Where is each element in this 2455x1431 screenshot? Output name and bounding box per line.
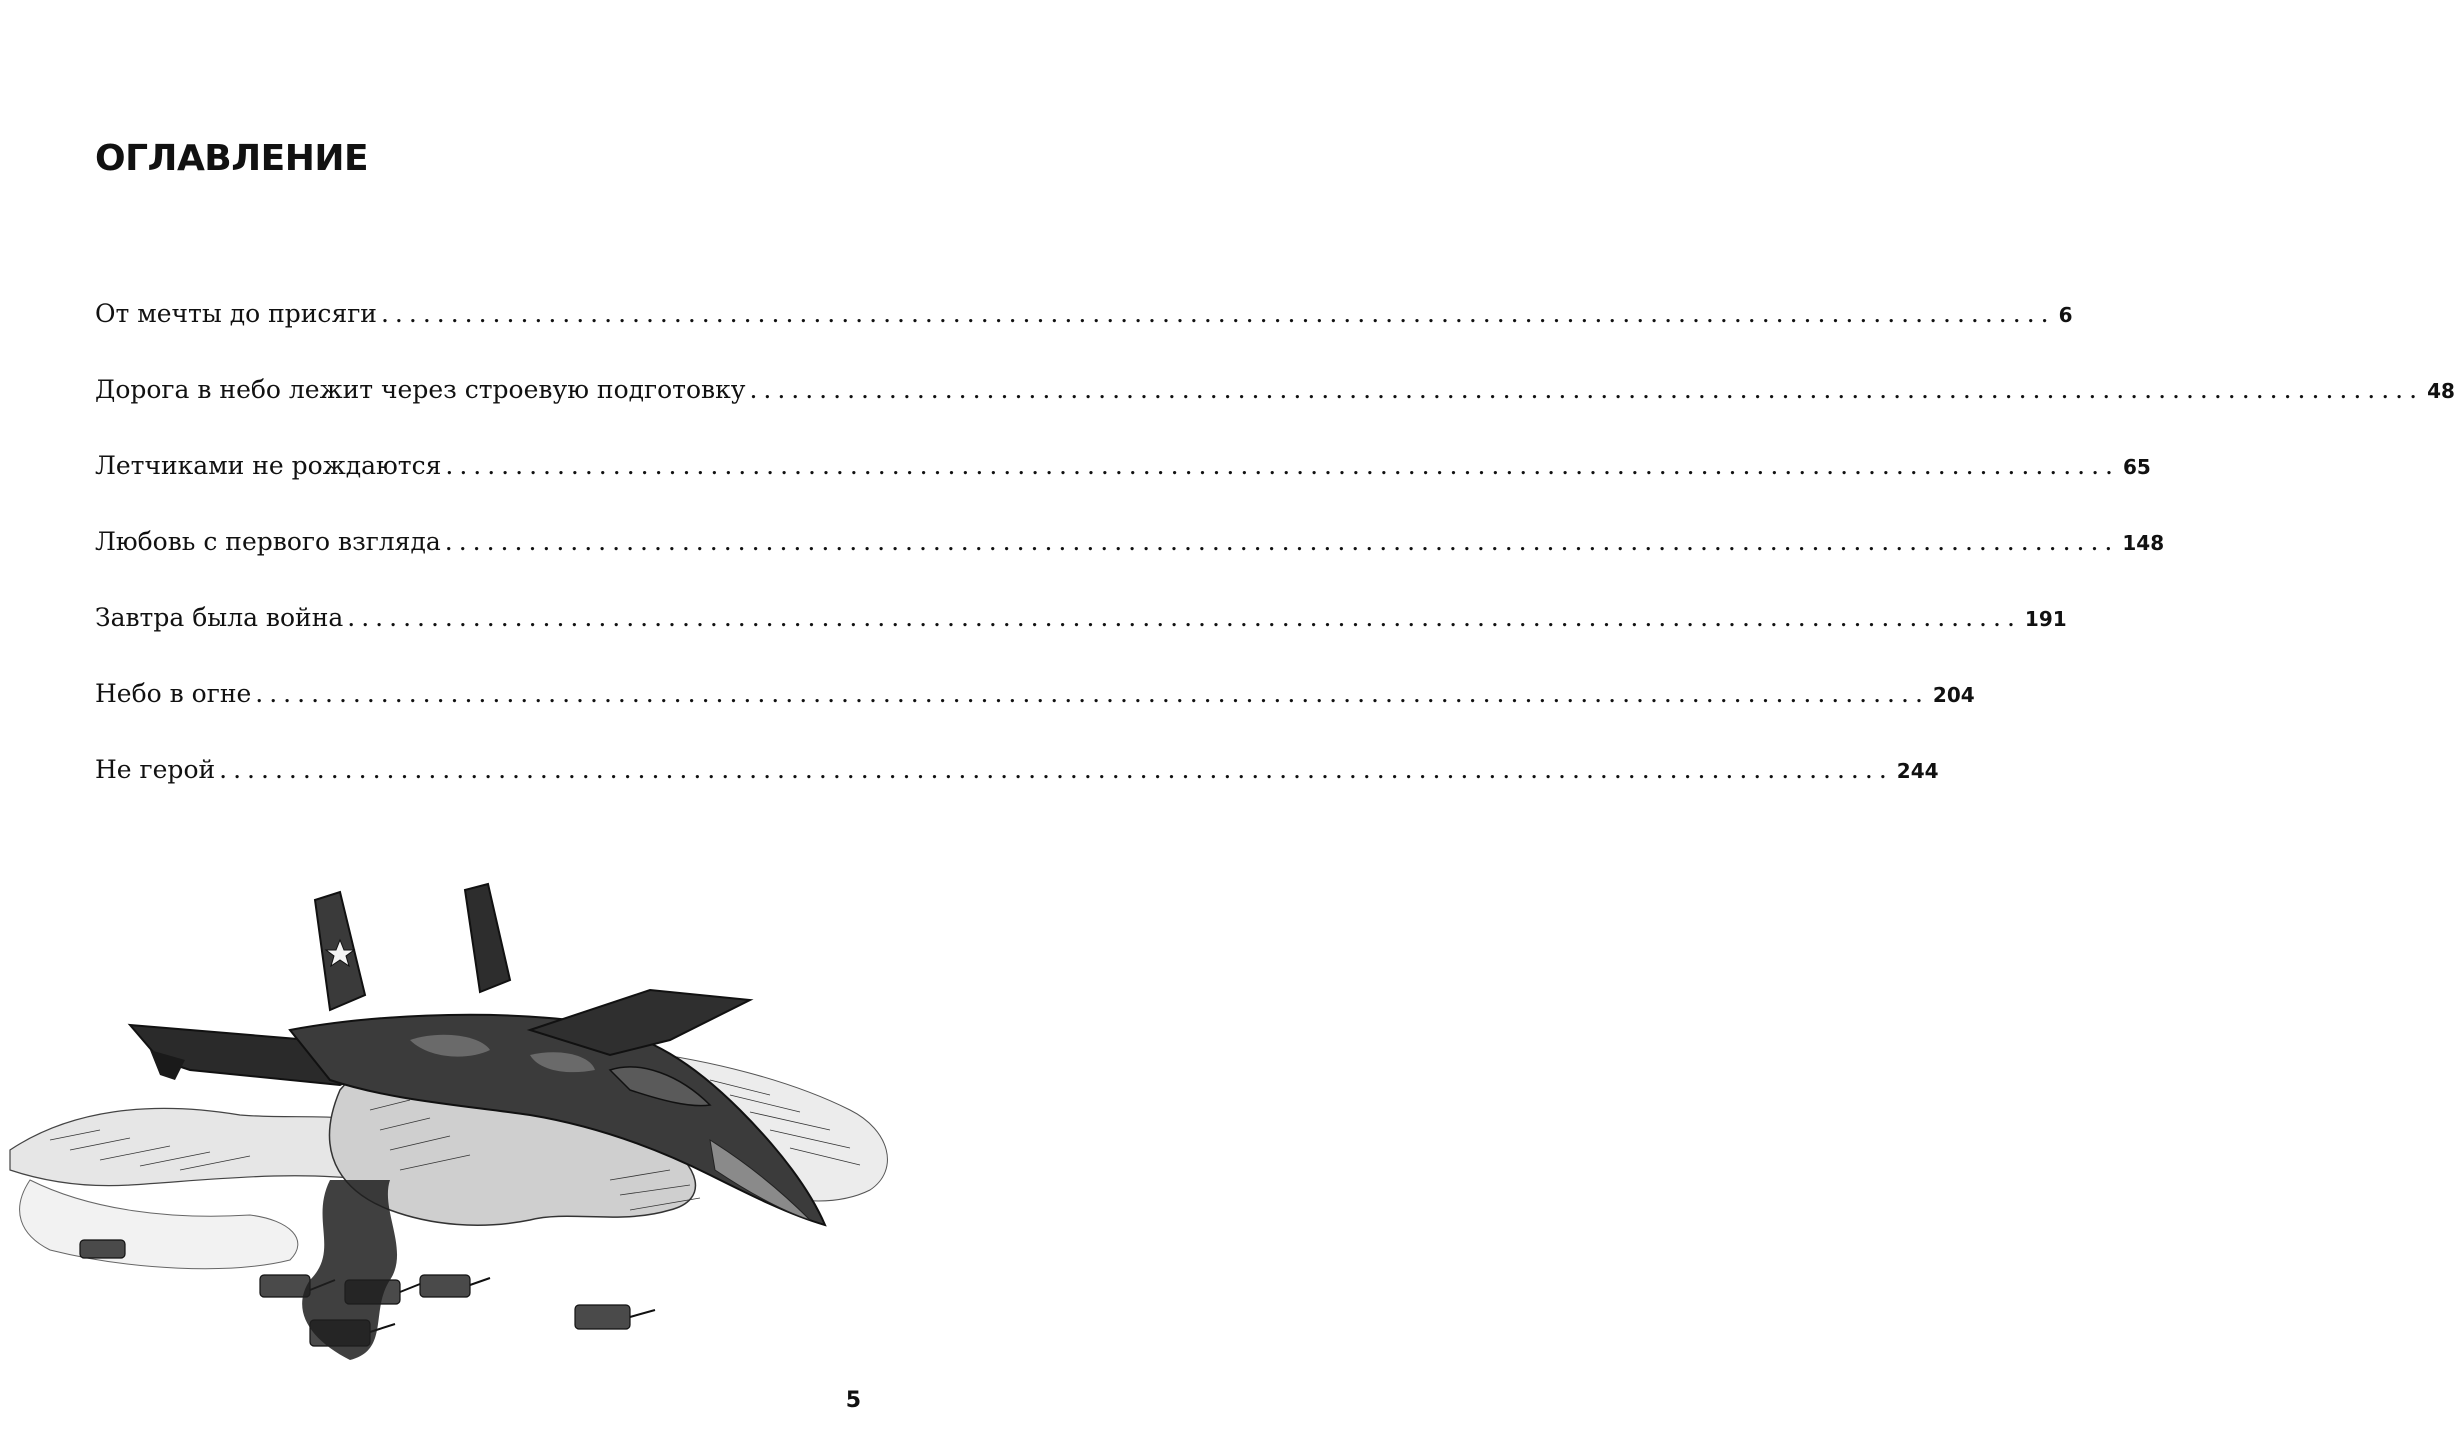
toc-leader-dots: ........................................................................................................................ — [749, 375, 2424, 404]
toc-entry-title: Небо в огне — [95, 679, 252, 708]
toc-leader-dots: ........................................................................................................................ — [347, 603, 2021, 632]
fighter-jet-sketch-icon — [10, 880, 910, 1390]
table-of-contents — [95, 290, 2455, 822]
toc-leader-dots: ........................................................................................................................ — [445, 451, 2120, 480]
smoke-plume — [302, 1180, 397, 1360]
toc-entry[interactable] — [95, 442, 2151, 518]
toc-entry-page: 244 — [1896, 759, 1939, 783]
toc-entry-title: Дорога в небо лежит через строевую подготовку — [95, 375, 746, 404]
toc-leader-dots: ........................................................................................................................ — [380, 299, 2055, 328]
toc-entry[interactable] — [95, 518, 2165, 594]
toc-entry-title: От мечты до присяги — [95, 299, 377, 328]
toc-entry-page: 65 — [2123, 455, 2151, 479]
toc-entry-title: Не герой — [95, 755, 216, 784]
toc-leader-dots: ........................................................................................................................ — [255, 679, 1929, 708]
toc-entry-page: 6 — [2058, 303, 2073, 327]
toc-entry[interactable] — [95, 366, 2455, 442]
toc-entry-title: Любовь с первого взгляда — [95, 527, 441, 556]
toc-entry-page: 48 — [2427, 379, 2455, 403]
toc-entry[interactable] — [95, 670, 1975, 746]
toc-entry[interactable] — [95, 290, 2073, 366]
toc-entry-page: 191 — [2024, 607, 2067, 631]
toc-entry-page: 148 — [2122, 531, 2165, 555]
toc-entry-title: Завтра была война — [95, 603, 344, 632]
toc-entry[interactable] — [95, 746, 1939, 822]
toc-leader-dots: ........................................................................................................................ — [219, 755, 1893, 784]
page-number: 5 — [845, 1388, 861, 1413]
toc-entry-page: 204 — [1932, 683, 1975, 707]
toc-entry[interactable] — [95, 594, 2067, 670]
toc-leader-dots: ........................................................................................................................ — [444, 527, 2119, 556]
toc-entry-title: Летчиками не рождаются — [95, 451, 442, 480]
toc-heading: ОГЛАВЛЕНИЕ — [95, 138, 369, 179]
